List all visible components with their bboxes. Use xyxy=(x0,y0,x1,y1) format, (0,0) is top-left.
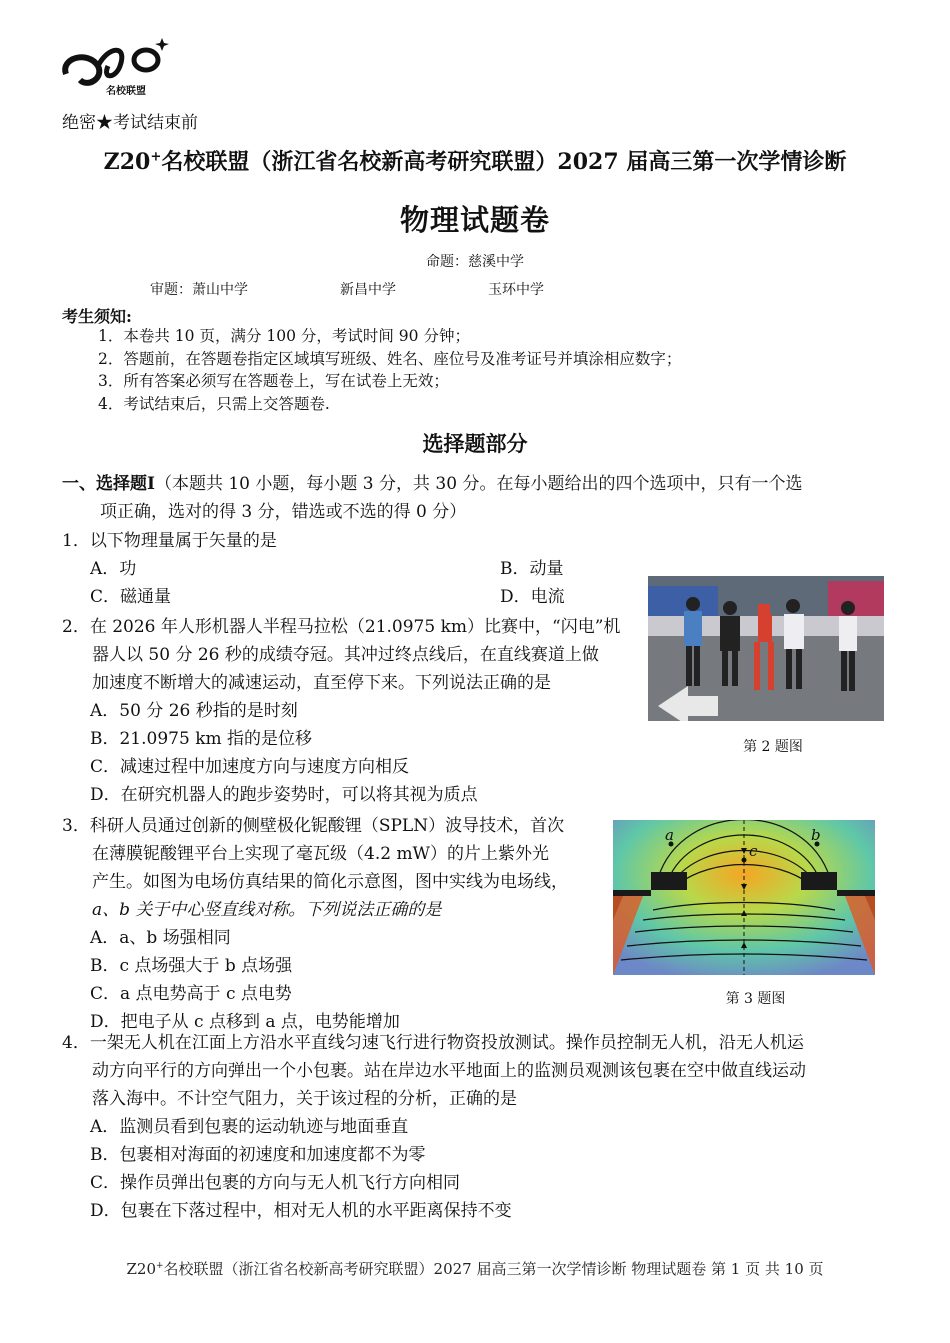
q1-option-c: C．磁通量 xyxy=(90,587,172,607)
q4-stem-line: 动方向平行的方向弹出一个小包裹。站在岸边水平地面上的监测员观测该包裹在空中做直线运动 xyxy=(92,1061,806,1081)
footer-sup: + xyxy=(156,1261,164,1271)
league-logo xyxy=(58,36,178,100)
point-b-label: b xyxy=(811,826,821,844)
reviewer-2: 新昌中学 xyxy=(340,282,396,298)
question-1 xyxy=(62,527,700,611)
notice-item: 2．答题前，在答题卷指定区域填写班级、姓名、座位号及准考证号并填涂相应数字； xyxy=(98,349,682,368)
question-4 xyxy=(62,1029,892,1225)
reviewer-1: 审题：萧山中学 xyxy=(150,282,248,298)
q3-figure-caption: 第 3 题图 xyxy=(725,991,786,1007)
reviewer-3: 玉环中学 xyxy=(488,282,544,298)
q4-option-c: C．操作员弹出包裹的方向与无人机飞行方向相同 xyxy=(90,1173,461,1193)
q3-stem-line-2: 在薄膜铌酸锂平台上实现了毫瓦级（4.2 mW）的片上紫外光 xyxy=(92,844,550,864)
notice-title: 考生须知: xyxy=(62,307,132,326)
q3-option-c: C．a 点电势高于 c 点电势 xyxy=(90,984,292,1004)
point-a-label: a xyxy=(665,826,674,844)
q1-option-a: A．功 xyxy=(90,559,137,579)
q3-option-a: A．a、b 场强相同 xyxy=(90,928,231,948)
q4-option-a: A．监测员看到包裹的运动轨迹与地面垂直 xyxy=(90,1117,409,1137)
q3-option-b: B．c 点场强大于 b 点场强 xyxy=(90,956,293,976)
q2-figure-caption: 第 2 题图 xyxy=(743,739,803,755)
q2-option-b: B．21.0975 km 指的是位移 xyxy=(90,729,313,749)
q2-option-a: A．50 分 26 秒指的是时刻 xyxy=(90,701,298,721)
q3-field-diagram xyxy=(613,820,875,975)
q2-option-d: D．在研究机器人的跑步姿势时，可以将其视为质点 xyxy=(90,785,478,805)
q1-option-b: B．动量 xyxy=(500,559,564,579)
section-title: 选择题部分 xyxy=(422,431,528,456)
notice-item: 3．所有答案必须写在答题卷上，写在试卷上无效； xyxy=(98,372,449,390)
header-prefix: Z20 xyxy=(103,149,151,175)
q3-stem-line-3: 产生。如图为电场仿真结果的简化示意图，图中实线为电场线， xyxy=(92,872,568,892)
q1-stem: 1．以下物理量属于矢量的是 xyxy=(62,531,277,551)
footer-prefix: Z20 xyxy=(126,1260,156,1278)
notice-item: 1．本卷共 10 页，满分 100 分，考试时间 90 分钟； xyxy=(98,327,470,345)
reviewers-line xyxy=(150,279,544,299)
header-sup: + xyxy=(150,149,162,165)
part1-intro xyxy=(62,470,892,526)
q3-stem-line-1: 3．科研人员通过创新的侧壁极化铌酸锂（SPLN）波导技术，首次 xyxy=(62,816,565,836)
q4-stem-line: 4．一架无人机在江面上方沿水平直线匀速飞行进行物资投放测试。操作员控制无人机，沿无人机运 xyxy=(62,1033,804,1053)
notice-item: 4．考试结束后，只需上交答题卷. xyxy=(98,394,330,413)
header-rest: 名校联盟（浙江省名校新高考研究联盟）2027 届高三第一次学情诊断 xyxy=(161,149,847,175)
setter-line: 命题：慈溪中学 xyxy=(426,254,524,270)
secrecy-label: 绝密★考试结束前 xyxy=(62,113,198,133)
part1-label: 一、选择题Ⅰ xyxy=(62,474,155,494)
notice-list xyxy=(98,325,681,415)
q4-option-d: D．包裹在下落过程中，相对无人机的水平距离保持不变 xyxy=(90,1201,512,1221)
q2-option-c: C．减速过程中加速度方向与速度方向相反 xyxy=(90,757,410,777)
paper-title: 物理试题卷 xyxy=(399,203,550,237)
question-2 xyxy=(62,613,637,809)
exam-header xyxy=(0,145,950,176)
point-c-label: c xyxy=(749,842,758,860)
question-3 xyxy=(62,812,607,1036)
footer-rest: 名校联盟（浙江省名校新高考研究联盟）2027 届高三第一次学情诊断 物理试题卷 第 1 页 共 10 页 xyxy=(163,1260,824,1278)
part1-desc-2: 项正确，选对的得 3 分，错选或不选的得 0 分） xyxy=(100,502,467,522)
q2-stem-line: 器人以 50 分 26 秒的成绩夺冠。其冲过终点线后，在直线赛道上做 xyxy=(92,645,599,665)
page-footer xyxy=(0,1258,950,1279)
logo-text: 名校联盟 xyxy=(106,86,146,97)
q3-option-d: D．把电子从 c 点移到 a 点，电势能增加 xyxy=(90,1012,400,1032)
q2-photo xyxy=(648,576,884,721)
q2-stem-line: 加速度不断增大的减速运动，直至停下来。下列说法正确的是 xyxy=(92,673,551,693)
q3-stem-line-4: a、b 关于中心竖直线对称。下列说法正确的是 xyxy=(92,900,442,920)
q2-stem-line: 2．在 2026 年人形机器人半程马拉松（21.0975 km）比赛中，“闪电”机 xyxy=(62,617,621,637)
q4-stem-line: 落入海中。不计空气阻力，关于该过程的分析，正确的是 xyxy=(92,1089,517,1109)
q1-option-d: D．电流 xyxy=(500,587,565,607)
q4-option-b: B．包裹相对海面的初速度和加速度都不为零 xyxy=(90,1145,426,1165)
part1-desc-1: （本题共 10 小题，每小题 3 分，共 30 分。在每小题给出的四个选项中，只有一个选 xyxy=(154,474,803,494)
